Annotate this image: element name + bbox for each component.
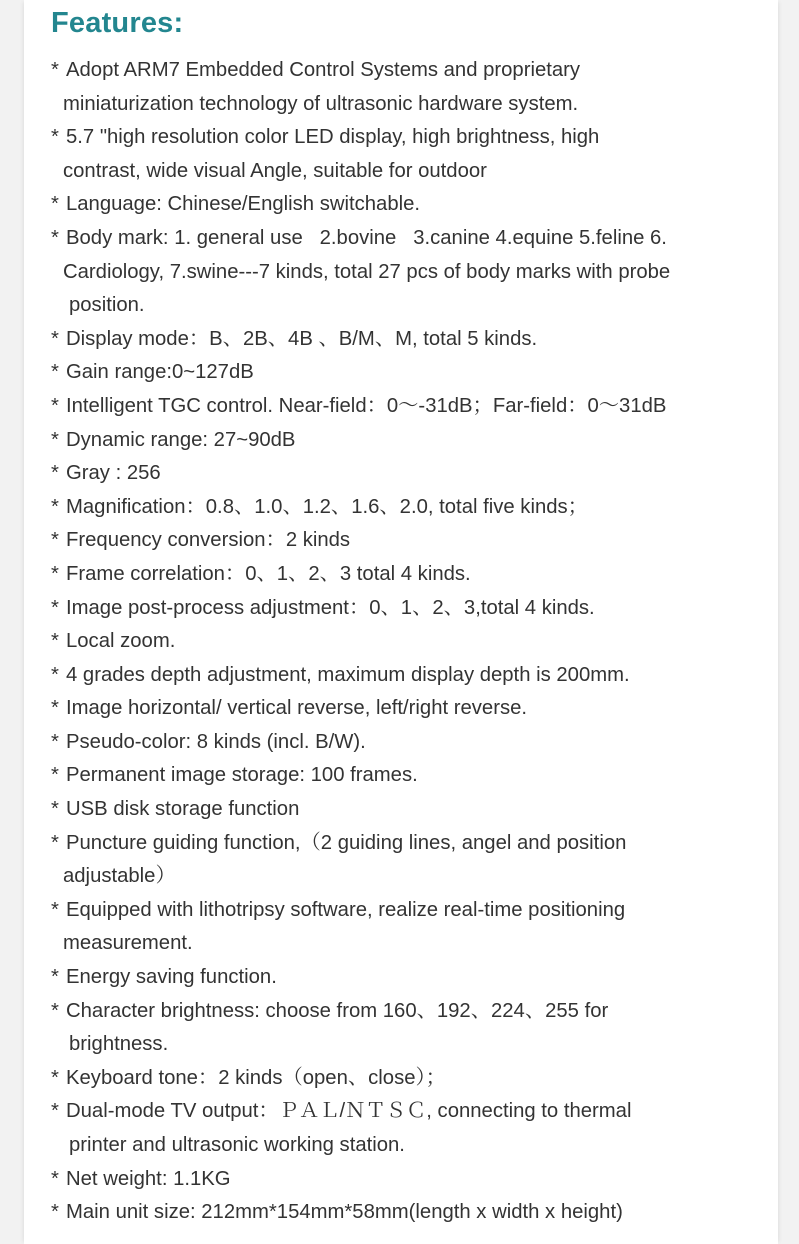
feature-line: Local zoom. xyxy=(66,630,176,653)
feature-item xyxy=(51,659,771,693)
feature-text xyxy=(66,961,277,995)
feature-item xyxy=(51,592,771,626)
feature-item xyxy=(51,894,771,961)
feature-list xyxy=(51,54,771,1230)
feature-line: 5.7 "high resolution color LED display, high brightness, high xyxy=(66,126,600,149)
feature-item xyxy=(51,1196,771,1230)
bullet-asterisk: * xyxy=(51,596,59,619)
bullet-asterisk: * xyxy=(51,126,59,149)
feature-line: Intelligent TGC control. Near-field：0〜-31dB；Far-field：0〜31dB xyxy=(66,394,667,417)
feature-text xyxy=(66,558,471,592)
feature-line: Permanent image storage: 100 frames. xyxy=(66,764,418,787)
feature-item xyxy=(51,827,771,894)
feature-item xyxy=(51,323,771,357)
feature-text xyxy=(66,188,420,222)
feature-line: Body mark: 1. general use 2.bovine 3.canine 4.equine 5.feline 6. xyxy=(66,226,667,249)
feature-item xyxy=(51,726,771,760)
bullet-asterisk: * xyxy=(51,966,59,989)
feature-line: miniaturization technology of ultrasonic hardware system. xyxy=(63,92,579,115)
bullet-asterisk: * xyxy=(51,428,59,451)
feature-line: Dual-mode TV output：ＰＡＬ/ＮＴＳＣ, connecting to thermal xyxy=(66,1100,632,1123)
feature-item xyxy=(51,54,771,121)
feature-line: Frequency conversion：2 kinds xyxy=(66,529,351,552)
feature-text xyxy=(66,524,350,558)
feature-item xyxy=(51,222,771,323)
bullet-asterisk: * xyxy=(51,226,59,249)
bullet-asterisk: * xyxy=(51,59,59,81)
feature-item xyxy=(51,793,771,827)
feature-text xyxy=(66,356,254,390)
bullet-asterisk: * xyxy=(51,898,59,921)
feature-line: Character brightness: choose from 160、192、224、255 for xyxy=(66,999,609,1022)
feature-text xyxy=(66,793,299,827)
feature-line: Keyboard tone：2 kinds（open、close）； xyxy=(66,1066,446,1089)
bullet-asterisk: * xyxy=(51,529,59,552)
feature-text xyxy=(66,592,595,626)
feature-text xyxy=(63,121,600,188)
page-title: Features: xyxy=(51,7,184,39)
feature-line: 4 grades depth adjustment, maximum display depth is 200mm. xyxy=(66,663,630,686)
feature-text xyxy=(66,692,527,726)
bullet-asterisk: * xyxy=(51,1167,59,1190)
bullet-asterisk: * xyxy=(51,1201,59,1224)
feature-line: Display mode：B、2B、4B 、B/M、M, total 5 kinds. xyxy=(66,327,538,350)
feature-line: Net weight: 1.1KG xyxy=(66,1167,231,1190)
feature-text xyxy=(66,424,295,458)
feature-line: Frame correlation：0、1、2、3 total 4 kinds. xyxy=(66,562,471,585)
bullet-asterisk: * xyxy=(51,394,59,417)
feature-item xyxy=(51,524,771,558)
feature-line: Language: Chinese/English switchable. xyxy=(66,193,421,216)
feature-text xyxy=(66,457,161,491)
feature-text xyxy=(63,54,581,121)
bullet-asterisk: * xyxy=(51,562,59,585)
feature-item xyxy=(51,390,771,424)
bullet-asterisk: * xyxy=(51,730,59,753)
feature-line: Image horizontal/ vertical reverse, left/right reverse. xyxy=(66,697,528,720)
feature-item xyxy=(51,121,771,188)
feature-text xyxy=(66,625,175,659)
bullet-asterisk: * xyxy=(51,361,59,384)
feature-line: contrast, wide visual Angle, suitable for outdoor xyxy=(63,159,487,182)
feature-line: Gain range:0~127dB xyxy=(66,361,254,384)
feature-text xyxy=(66,323,537,357)
feature-line: Image post-process adjustment：0、1、2、3,total 4 kinds. xyxy=(66,596,595,619)
feature-line: Magnification：0.8、1.0、1.2、1.6、2.0, total five kinds； xyxy=(66,495,588,518)
feature-line: brightness. xyxy=(69,1033,169,1056)
feature-line: measurement. xyxy=(63,932,193,955)
feature-item xyxy=(51,995,771,1062)
feature-text xyxy=(66,995,608,1062)
feature-line: Cardiology, 7.swine---7 kinds, total 27 pcs of body marks with probe xyxy=(63,260,671,283)
feature-line: Dynamic range: 27~90dB xyxy=(66,428,296,451)
feature-text xyxy=(66,1095,631,1162)
feature-line: printer and ultrasonic working station. xyxy=(69,1134,405,1156)
bullet-asterisk: * xyxy=(51,193,59,216)
feature-item xyxy=(51,356,771,390)
bullet-asterisk: * xyxy=(51,630,59,653)
bullet-asterisk: * xyxy=(51,1100,59,1123)
feature-line: Adopt ARM7 Embedded Control Systems and proprietary xyxy=(66,59,581,81)
bullet-asterisk: * xyxy=(51,697,59,720)
feature-text xyxy=(66,1062,446,1096)
feature-line: USB disk storage function xyxy=(66,798,300,821)
feature-line: adjustable） xyxy=(63,865,176,888)
feature-text xyxy=(63,222,671,323)
feature-text xyxy=(66,1163,231,1197)
feature-text xyxy=(66,659,630,693)
bullet-asterisk: * xyxy=(51,764,59,787)
feature-line: position. xyxy=(69,294,145,317)
feature-item xyxy=(51,961,771,995)
feature-item xyxy=(51,491,771,525)
feature-item xyxy=(51,1163,771,1197)
feature-line: Puncture guiding function,（2 guiding lines, angel and position xyxy=(66,831,627,854)
feature-line: Energy saving function. xyxy=(66,966,277,989)
feature-item xyxy=(51,759,771,793)
feature-item xyxy=(51,558,771,592)
feature-text xyxy=(63,894,626,961)
feature-line: Gray : 256 xyxy=(66,462,161,485)
feature-text xyxy=(66,491,588,525)
feature-item xyxy=(51,1062,771,1096)
bullet-asterisk: * xyxy=(51,327,59,350)
bullet-asterisk: * xyxy=(51,999,59,1022)
feature-item xyxy=(51,692,771,726)
feature-text xyxy=(66,390,666,424)
feature-item xyxy=(51,625,771,659)
bullet-asterisk: * xyxy=(51,1066,59,1089)
feature-item xyxy=(51,1095,771,1162)
feature-text xyxy=(66,1196,623,1230)
feature-item xyxy=(51,457,771,491)
feature-line: Main unit size: 212mm*154mm*58mm(length x width x height) xyxy=(66,1201,623,1224)
bullet-asterisk: * xyxy=(51,495,59,518)
feature-item xyxy=(51,188,771,222)
feature-line: Pseudo-color: 8 kinds (incl. B/W). xyxy=(66,730,366,753)
feature-line: Equipped with lithotripsy software, realize real-time positioning xyxy=(66,898,626,921)
bullet-asterisk: * xyxy=(51,663,59,686)
feature-text xyxy=(63,827,627,894)
bullet-asterisk: * xyxy=(51,798,59,821)
feature-text xyxy=(66,759,418,793)
bullet-asterisk: * xyxy=(51,462,59,485)
bullet-asterisk: * xyxy=(51,831,59,854)
feature-item xyxy=(51,424,771,458)
feature-text xyxy=(66,726,366,760)
